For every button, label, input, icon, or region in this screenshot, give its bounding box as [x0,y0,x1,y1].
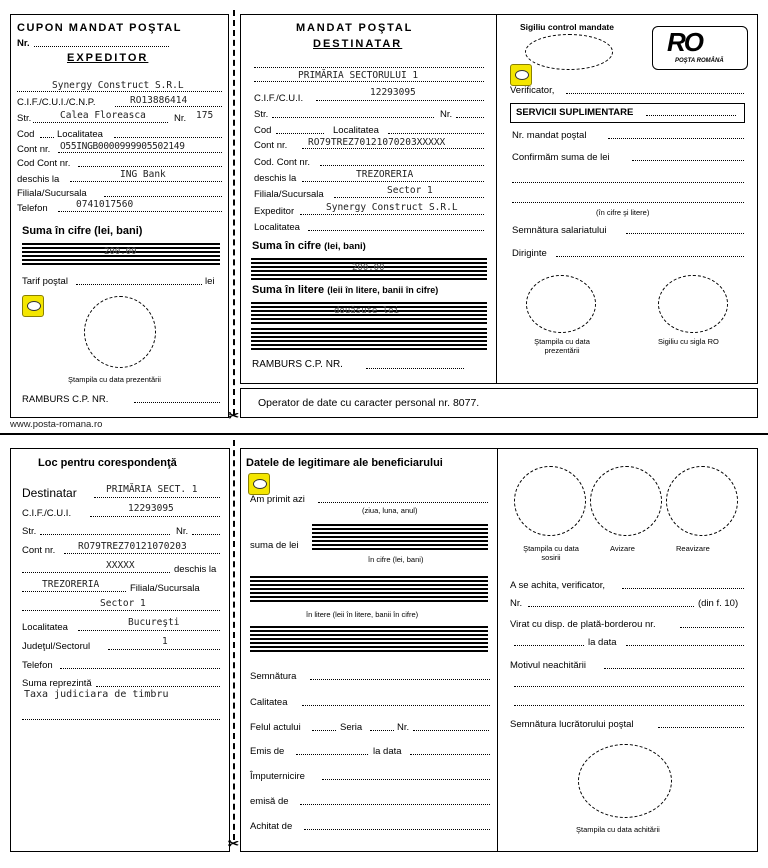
calitatea-label: Calitatea [250,697,288,708]
cut-line-bottom [233,440,235,840]
coupon-suma-cifre-label: Suma în cifre (lei, bani) [22,225,143,237]
confirmam-line-2 [512,182,744,183]
achitat-line [304,829,490,830]
mandat-suma-cifre-label [252,240,366,252]
corr-sector-value[interactable]: Sector 1 [100,598,146,609]
coupon-ramburs-label: RAMBURS C.P. NR. [22,394,109,405]
mandat-nr-label: Nr. [440,109,453,120]
mandat-deschis-value[interactable]: TREZORERIA [356,169,414,180]
tarif-line [76,284,202,285]
confirmam-label: Confirmăm suma de lei [512,152,610,163]
mandat-cod-label: Cod [254,125,272,136]
emis-label: Emis de [250,746,285,757]
coupon-ramburs-line [134,402,220,403]
corr-suma-rep-label: Suma reprezintă [22,678,92,689]
legitimare-divider [497,448,498,852]
logo-ro-text: RO [667,27,702,57]
coupon-nr2-value[interactable]: 175 [196,110,214,121]
confirmam-line [632,160,744,161]
mandat-str-label: Str. [254,109,269,120]
corr-telefon-line [60,668,220,669]
mandat-suma-litere-unit: (leii în litere, banii în cifre) [327,285,439,295]
coupon-nr-field[interactable] [34,46,169,47]
verificator-line [566,93,744,94]
legitimare-suma-field[interactable] [312,524,488,550]
horizontal-cut-line [0,433,768,435]
virat-line [680,627,744,628]
control-stamp-label-2: Sigiliu cu sigla RO [658,337,719,346]
primit-line [318,502,488,503]
cut-line-top [233,10,235,415]
mandat-divider [496,14,497,384]
corr-sector-line [22,610,220,611]
mandat-suma-cifre-title: Suma în cifre [252,240,322,252]
corr-cif-value[interactable]: 12293095 [128,503,174,514]
la-data-label: la data [588,637,617,648]
legitimare-litere-field-2[interactable] [250,626,488,654]
destinatar-value[interactable]: PRIMĂRIA SECT. 1 [106,484,198,495]
mandat-str-line [272,117,434,118]
mandat-localitatea-label: Localitatea [333,125,379,136]
control-stamp-label-1: Ştampila cu data prezentării [534,337,590,355]
scissors-icon-2: ✂ [228,836,239,851]
logo-sub-text: POŞTA ROMÂNĂ [675,58,724,64]
mandat-cont-line [302,148,484,149]
semnatura-label: Semnătura [250,671,297,682]
achitare-stamp-circle-4 [578,744,672,818]
imputernicire-label: Împuternicire [250,771,305,782]
corr-str-label: Str. [22,526,37,537]
servicii-line [646,115,736,116]
calitatea-line [302,705,490,706]
coupon-cont-label: Cont nr. [17,144,51,155]
legit-nr-label: Nr. [397,722,410,733]
sender-name[interactable]: Synergy Construct S.R.L [52,80,184,91]
expeditor-title: EXPEDITOR [67,52,149,64]
suma-lei-label: suma de lei [250,540,299,551]
coupon-deschis-label: deschis la [17,174,60,185]
corr-cif-line [90,516,220,517]
diriginte-line [556,256,744,257]
mandat-cif-value[interactable]: 12293095 [370,87,416,98]
mandat-localitatea2-line [308,230,484,231]
mandat-cod-cont-label: Cod. Cont nr. [254,157,310,168]
achitare-nr-line [528,606,694,607]
achita-label: A se achita, verificator, [510,580,606,591]
corr-judet-value[interactable]: 1 [162,636,168,647]
mandat-cod-line [276,133,324,134]
achitare-stamp-label-2: Avizare [610,544,635,553]
coupon-str-line [33,122,168,123]
posta-romana-logo [652,26,748,70]
virat-line-2 [514,645,584,646]
coupon-telefon-label: Telefon [17,203,48,214]
comment-icon[interactable] [22,295,44,317]
coupon-title: CUPON MANDAT POŞTAL [17,22,182,34]
primit-label: Am primit azi [250,494,305,505]
corr-filiala-label: Filiala/Sucursala [130,583,200,594]
mandat-suma-cifre-unit: (lei, bani) [324,241,366,252]
mandat-suma-litere-title: Suma în litere [252,284,325,296]
achitare-semnatura-label: Semnătura lucrătorului poştal [510,719,634,730]
corr-cont-value[interactable]: RO79TREZ70121070203 [78,541,187,552]
destinatar-label: Destinatar [22,486,77,500]
mandat-nr-line [456,117,484,118]
tarif-label: Tarif poştal [22,276,68,287]
sigiliu-circle [525,34,613,70]
mandat-ramburs-label: RAMBURS C.P. NR. [252,359,343,370]
corr-deschis-label: deschis la [174,564,217,575]
corr-suma-rep-line-2 [22,719,220,720]
achitare-stamp-circle-2 [590,466,662,536]
coupon-suma-cifre-value: 200.00 [104,247,137,257]
achitare-nr-label: Nr. [510,598,523,609]
control-stamp-circle-2 [658,275,728,333]
legitimare-title: Datele de legitimare ale beneficiarului [246,457,443,469]
semnatura-salariat-label: Semnătura salariatului [512,225,607,236]
corr-cif-label: C.I.F./C.U.I. [22,508,72,519]
coupon-deschis-value[interactable]: ING Bank [120,169,166,180]
mandat-deschis-label: deschis la [254,173,297,184]
control-stamp-circle-1 [526,275,596,333]
mandat-cont-label: Cont nr. [254,140,288,151]
felul-label: Felul actului [250,722,301,733]
coupon-cod-cont-label: Cod Cont nr. [17,158,71,169]
servicii-label: SERVICII SUPLIMENTARE [516,107,634,118]
coupon-stamp-label: Ştampila cu data prezentării [68,375,161,384]
corr-judet-label: Judeţul/Sectorul [22,641,91,652]
corr-trez-value[interactable]: TREZORERIA [42,579,100,590]
achitat-label: Achitat de [250,821,293,832]
comment-icon-2[interactable] [510,64,532,86]
coupon-cod-line [40,137,54,138]
emis-line [296,754,368,755]
confirmam-line-3 [512,202,744,203]
seria-label: Seria [340,722,363,733]
coupon-telefon-value[interactable]: 0741017560 [76,199,134,210]
sigiliu-label: Sigiliu control mandate [520,22,614,32]
emis-data-label: la data [373,746,402,757]
mandat-title: MANDAT POŞTAL [296,22,414,34]
achitare-stamp-label-4: Ştampila cu data achitării [576,825,660,834]
zi-label: (ziua, luna, anul) [362,506,418,515]
semnatura-salariat-line [626,233,744,234]
coupon-cont-line [58,152,222,153]
tarif-unit: lei [205,276,215,287]
cifre-litere-label: (în cifre şi litere) [596,208,650,217]
corr-trez-line [22,591,126,592]
cifre-label: în cifre (lei, bani) [368,555,424,564]
mandat-deschis-line [302,181,484,182]
coupon-str-value[interactable]: Calea Floreasca [60,110,146,121]
corr-suma-rep-value[interactable]: Taxa judiciara de timbru [24,689,169,700]
coupon-nr2-label: Nr. [174,113,187,124]
mandat-cif-label: C.I.F./C.U.I. [254,93,304,104]
motivul-line-3 [514,705,744,706]
coupon-cif-value[interactable]: RO13886414 [130,95,188,106]
corr-telefon-label: Telefon [22,660,53,671]
mandat-expeditor-label: Expeditor [254,206,295,217]
mandat-cif-line [316,100,484,101]
achitare-stamp-circle-1 [514,466,586,536]
destinatar-line [94,497,220,498]
motivul-label: Motivul neachitării [510,660,587,671]
corr-cont-label: Cont nr. [22,545,56,556]
mandat-localitatea2-label: Localitatea [254,222,300,233]
mandat-suma-litere-field-2[interactable] [251,328,487,352]
scissors-icon: ✂ [228,408,239,423]
mandat-expeditor-value[interactable]: Synergy Construct S.R.L [326,202,458,213]
mandat-top-line [254,67,484,68]
coupon-str-label: Str. [17,113,32,124]
mandat-expeditor-line [300,214,484,215]
felul-line [312,730,336,731]
achita-line [622,588,744,589]
coupon-filiala-line [104,196,222,197]
coupon-filiala-label: Filiala/Sucursala [17,188,87,199]
emisa-label: emisă de [250,796,289,807]
mandat-filiala-label: Filiala/Sucursala [254,189,324,200]
semnatura-line [310,679,490,680]
legitimare-litere-field[interactable] [250,576,488,602]
coupon-nr-label: Nr. [17,38,30,49]
coupon-cif-line [115,106,222,107]
corr-str-line [40,534,170,535]
coupon-deschis-line [70,181,222,182]
emisa-line [300,804,490,805]
mandat-cont-value[interactable]: RO79TREZ70121070203XXXXX [308,137,446,148]
imputernicire-line [322,779,490,780]
operator-label: Operator de date cu caracter personal nr. 8077. [258,397,480,409]
corr-localitatea-value[interactable]: Bucureşti [128,617,180,628]
corr-localitatea-label: Localitatea [22,622,68,633]
destinatar-title: DESTINATAR [313,38,403,50]
seria-line [370,730,394,731]
achitare-stamp-label-3: Reavizare [676,544,710,553]
sender-name-line [17,91,222,92]
nr-mandat-line [608,138,744,139]
mandat-filiala-line [334,197,484,198]
motivul-line [604,668,744,669]
achitare-semnatura-line [658,727,744,728]
coupon-stamp-circle [84,296,156,368]
corr-judet-line [108,649,220,650]
coupon-telefon-line [58,211,222,212]
mandat-ramburs-line [366,368,464,369]
recipient-name-line [254,81,484,82]
corr-cont2-line [22,572,170,573]
corr-suma-rep-line [96,686,220,687]
mandat-cod-cont-line [320,165,484,166]
din-label: (din f. 10) [698,598,739,609]
motivul-line-2 [514,686,744,687]
coupon-cif-label: C.I.F./C.U.I./C.N.P. [17,97,96,108]
corr-localitatea-line [78,630,220,631]
corr-nr-line [192,534,220,535]
corr-nr-label: Nr. [176,526,189,537]
coupon-localitatea-label: Localitatea [57,129,103,140]
comment-icon-3[interactable] [248,473,270,495]
achitare-stamp-circle-3 [666,466,738,536]
mandat-suma-litere-label [252,284,438,296]
achitare-stamp-label-1: Ştampila cu data sosirii [523,544,579,562]
website: www.posta-romana.ro [10,419,103,430]
mandat-suma-litere-value: douăsute lei [334,306,400,316]
coupon-cod-label: Cod [17,129,35,140]
recipient-name[interactable]: PRIMĂRIA SECTORULUI 1 [298,70,419,81]
legit-nr-line [413,730,489,731]
virat-label: Virat cu disp. de plată-borderou nr. [510,619,656,630]
corr-cont-value-2[interactable]: XXXXX [106,560,135,571]
corr-cont-line [64,553,220,554]
verificator-label: Verificator, [510,85,555,96]
corespondenta-title: Loc pentru corespondenţă [38,457,177,469]
mandat-filiala-value[interactable]: Sector 1 [387,185,433,196]
diriginte-label: Diriginte [512,248,547,259]
nr-mandat-label: Nr. mandat poştal [512,130,587,141]
mandat-suma-cifre-value: 200.00 [352,263,385,273]
coupon-cont-value[interactable]: O55INGB0000999905502149 [60,141,185,152]
la-data-line [626,645,744,646]
mandat-localitatea-line [388,133,484,134]
coupon-localitatea-line [114,137,222,138]
emis-data-line [410,754,490,755]
litere-label: în litere (leii în litere, banii în cifre) [306,610,419,619]
coupon-cod-cont-line [78,166,222,167]
